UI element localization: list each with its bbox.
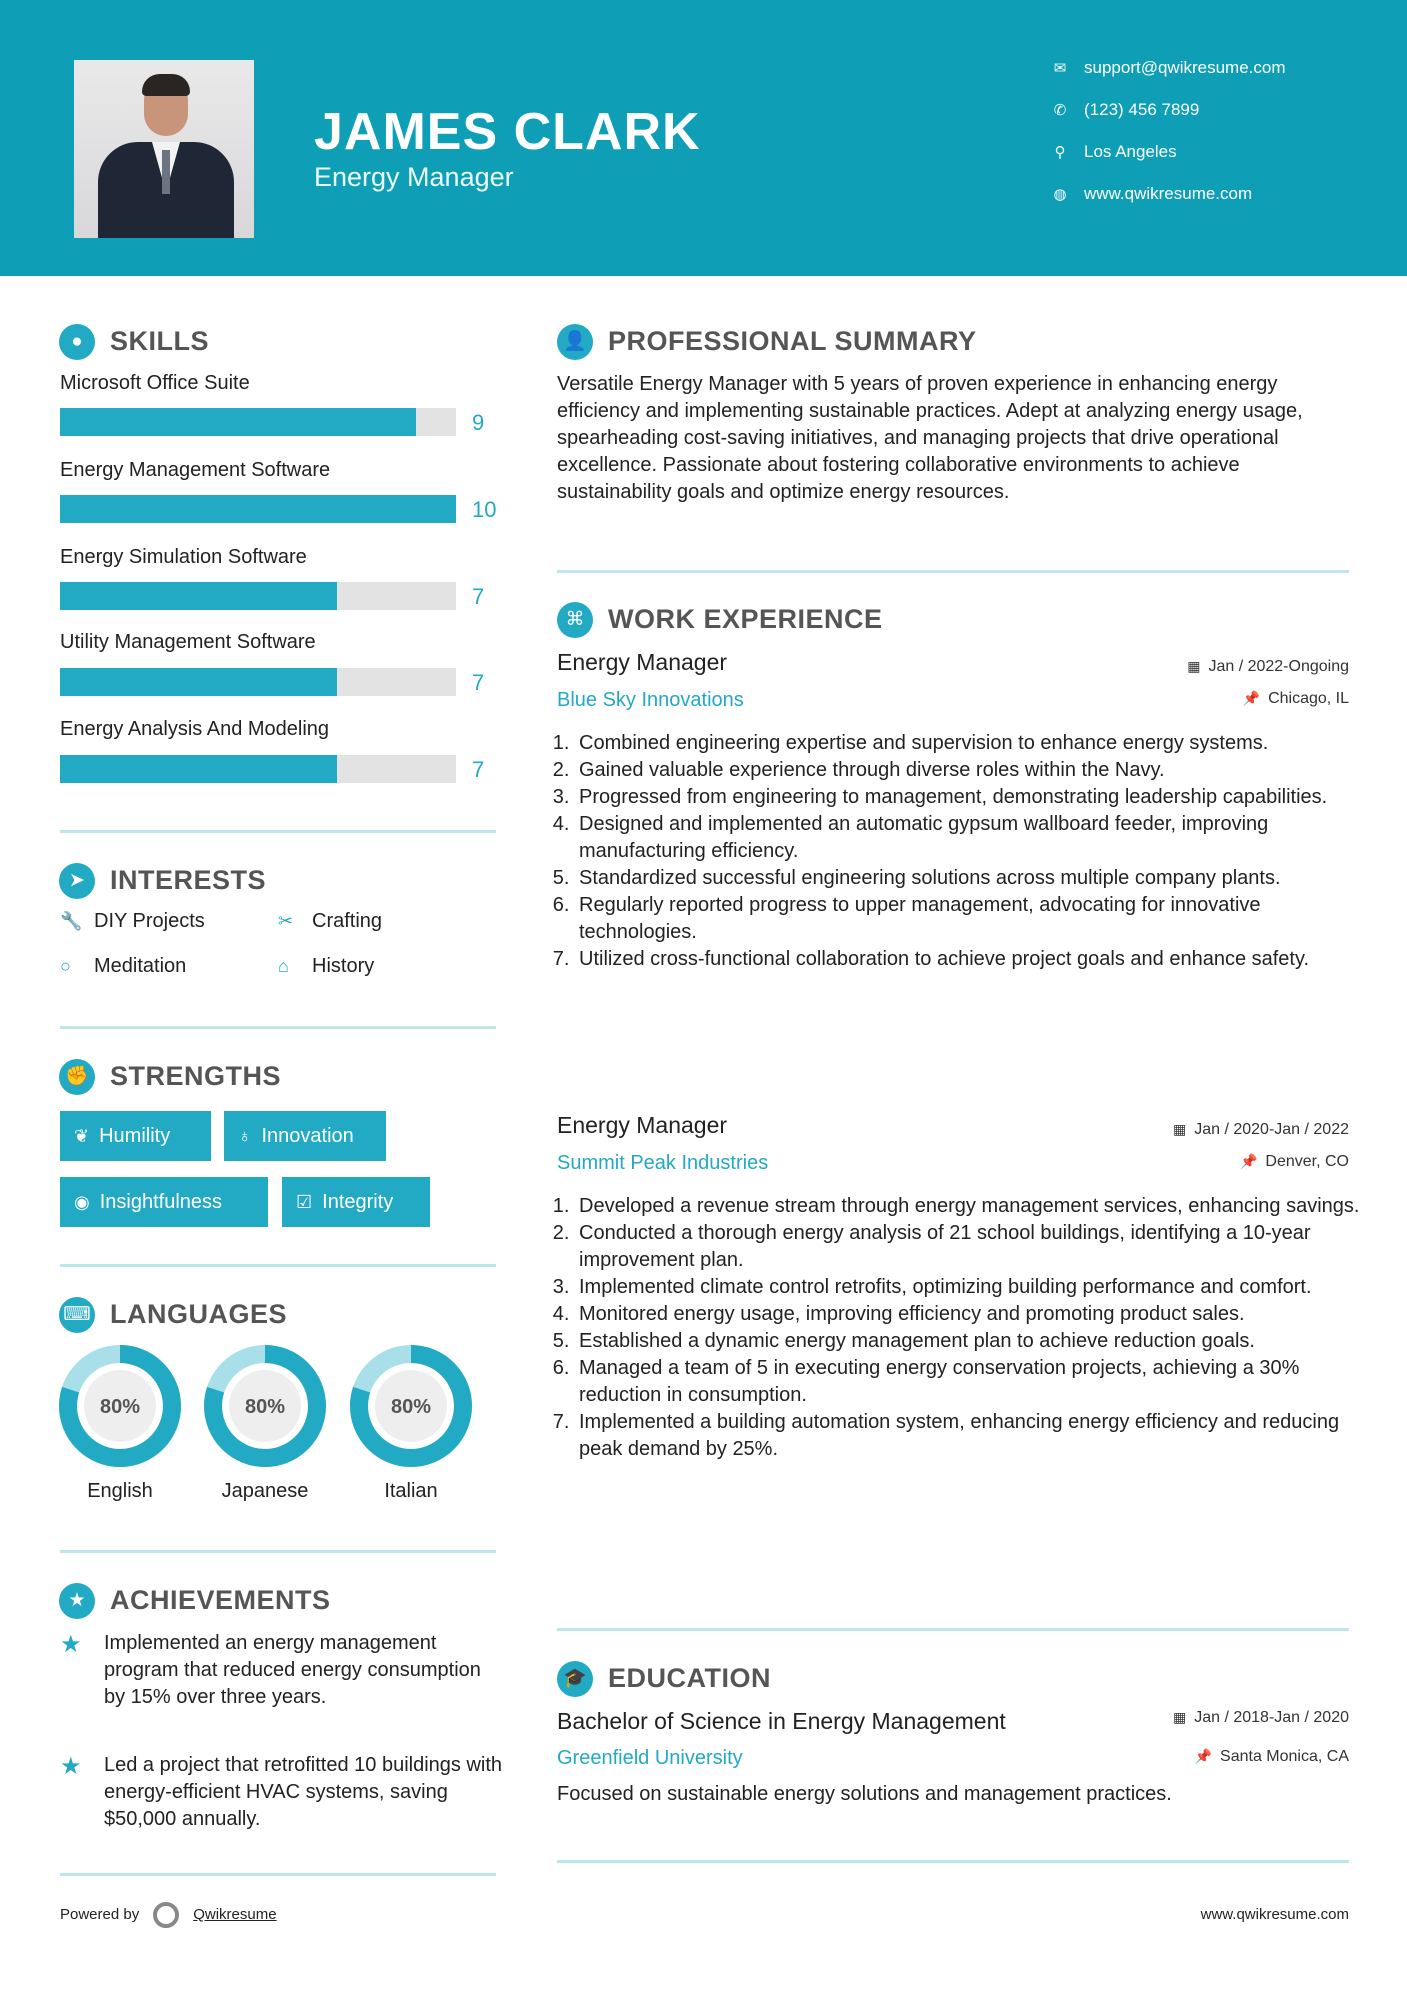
envelope-icon: ✉: [1053, 60, 1067, 77]
language-name: Japanese: [221, 1480, 309, 1502]
job-bullets: [557, 730, 1375, 973]
email-link[interactable]: support@qwikresume.com: [1084, 58, 1286, 77]
section-divider: [60, 1873, 496, 1876]
interest-item: [60, 910, 205, 933]
qwikresume-logo-icon: [153, 1902, 179, 1928]
star-badge-icon: ★: [59, 1583, 95, 1619]
section-divider: [557, 570, 1349, 573]
skill-bar: [60, 582, 456, 610]
interest-item: [278, 910, 382, 933]
list-item: 1. Combined engineering expertise and supervision to enhance energy systems.: [575, 730, 1375, 757]
graduate-icon: 🎓: [557, 1661, 593, 1697]
skills-title: SKILLS: [110, 326, 210, 356]
education-title: EDUCATION: [608, 1663, 771, 1693]
calendar-icon: ▦: [1172, 1121, 1187, 1137]
experience-title: WORK EXPERIENCE: [608, 604, 883, 634]
education-description: Focused on sustainable energy solutions and management practices.: [557, 1783, 1172, 1805]
skill-value: 7: [472, 670, 485, 695]
degree-title: Bachelor of Science in Energy Management: [557, 1708, 1006, 1734]
education-dates-text: Jan / 2018-Jan / 2020: [1194, 1709, 1349, 1726]
section-divider: [60, 1550, 496, 1553]
list-item: 6. Regularly reported progress to upper management, advocating for innovative technologies.: [575, 892, 1375, 946]
scissors-icon: ✂: [278, 911, 294, 931]
skill-label: Energy Management Software: [60, 459, 331, 481]
section-divider: [557, 1860, 1349, 1863]
job-location-text: Chicago, IL: [1268, 690, 1349, 707]
header-banner: [0, 0, 1407, 276]
education-location: [1195, 1748, 1349, 1766]
user-icon: 👤: [557, 324, 593, 360]
list-item: 4. Monitored energy usage, improving efficiency and promoting product sales.: [575, 1301, 1375, 1328]
section-divider: [557, 1628, 1349, 1631]
summary-text: Versatile Energy Manager with 5 years of proven experience in enhancing energy efficiency and implementing sustainable practices. Adept at analyzing energy usage, spearheading cost-saving initiatives, and managing projects that drive operational excellence. Passionate about fostering collaborative environments to achieve sustainability goals and optimize energy resources.: [557, 373, 1303, 503]
skill-label: Microsoft Office Suite: [60, 372, 250, 394]
pin-icon: 📌: [1194, 1748, 1213, 1764]
job-dates: [1187, 658, 1349, 676]
location-text: Los Angeles: [1084, 142, 1177, 161]
interests-title: INTERESTS: [110, 865, 267, 895]
strengths-title: STRENGTHS: [110, 1061, 282, 1091]
profile-photo: [74, 60, 254, 238]
job-dates-text: Jan / 2020-Jan / 2022: [1194, 1121, 1349, 1138]
interest-label: Crafting: [312, 910, 383, 932]
job-dates: [1173, 1121, 1349, 1139]
list-item: 2. Gained valuable experience through diverse roles within the Navy.: [575, 757, 1375, 784]
phone-icon: ✆: [1053, 102, 1067, 119]
contact-email[interactable]: [1050, 58, 1286, 78]
strength-label: Innovation: [261, 1125, 354, 1147]
languages-title: LANGUAGES: [110, 1299, 288, 1329]
skill-value: 7: [472, 757, 485, 782]
list-item: 3. Progressed from engineering to management, demonstrating leadership capabilities.: [575, 784, 1375, 811]
skill-bar: [60, 668, 456, 696]
achievements-title: ACHIEVEMENTS: [110, 1585, 331, 1615]
language-name: English: [87, 1480, 153, 1502]
list-item: 1. Developed a revenue stream through energy management services, enhancing savings.: [575, 1193, 1375, 1220]
language-name: Italian: [384, 1480, 438, 1502]
globe-icon: ◍: [1053, 186, 1067, 203]
list-item: 5. Established a dynamic energy management plan to achieve reduction goals.: [575, 1328, 1375, 1355]
list-item: 6. Managed a team of 5 in executing energy conservation projects, achieving a 30% reduction in consumption.: [575, 1355, 1375, 1409]
job-location: [1243, 690, 1349, 708]
paper-plane-icon: ➤: [59, 863, 95, 899]
language-percent: 80%: [244, 1396, 286, 1418]
checkbox-icon: ☑: [296, 1192, 313, 1212]
section-divider: [60, 1264, 496, 1267]
skill-bar-fill: [60, 582, 337, 610]
job-title: Energy Manager: [557, 649, 728, 675]
chair-icon: ⌘: [557, 602, 593, 638]
list-item: 7. Utilized cross-functional collaboration to achieve project goals and enhance safety.: [575, 946, 1375, 973]
fist-icon: ✊: [59, 1059, 95, 1095]
skill-value: 9: [472, 410, 485, 435]
job-location-text: Denver, CO: [1265, 1153, 1349, 1170]
education-dates: [1173, 1709, 1349, 1727]
wrench-icon: 🔧: [60, 911, 83, 931]
language-ring: [203, 1344, 327, 1468]
footer-powered-by: [60, 1902, 277, 1928]
eye-icon: ◉: [74, 1192, 90, 1212]
candidate-role: Energy Manager: [314, 162, 514, 192]
skill-label: Utility Management Software: [60, 631, 316, 653]
contact-location: [1050, 142, 1177, 162]
language-icon: ⌨: [59, 1297, 95, 1333]
list-item: 7. Implemented a building automation system, enhancing energy efficiency and reducing peak demand by 25%.: [575, 1409, 1375, 1463]
strength-tag: [224, 1111, 386, 1161]
skill-bar-fill: [60, 668, 337, 696]
job-title: Energy Manager: [557, 1112, 728, 1138]
lightbulb-icon: ♁: [238, 1126, 252, 1146]
achievement-item: Led a project that retrofitted 10 buildings with energy-efficient HVAC systems, saving $50,000 annually.: [104, 1754, 503, 1830]
strength-label: Humility: [99, 1125, 171, 1147]
language-ring: [349, 1344, 473, 1468]
skill-value: 7: [472, 584, 485, 609]
achievement-item: Implemented an energy management program that reduced energy consumption by 15% over three years.: [104, 1632, 481, 1708]
calendar-icon: ▦: [1187, 658, 1201, 674]
contact-website[interactable]: [1050, 184, 1252, 204]
brand-link[interactable]: Qwikresume: [193, 1905, 277, 1923]
skill-label: Energy Simulation Software: [60, 546, 307, 568]
language-percent: 80%: [390, 1396, 432, 1418]
section-divider: [60, 1026, 496, 1029]
skill-bar-fill: [60, 495, 456, 523]
phone-text: (123) 456 7899: [1084, 100, 1200, 119]
powered-by-text: Powered by: [60, 1905, 140, 1923]
interest-label: Meditation: [94, 955, 187, 977]
map-pin-icon: ⚲: [1054, 144, 1066, 161]
list-item: 2. Conducted a thorough energy analysis of 21 school buildings, identifying a 10-year improvement plan.: [575, 1220, 1375, 1274]
museum-icon: ⌂: [278, 956, 289, 976]
section-divider: [60, 830, 496, 833]
skill-bar-fill: [60, 755, 337, 783]
language-ring: [58, 1344, 182, 1468]
company-name: Blue Sky Innovations: [557, 689, 744, 711]
lightbulb-icon: ●: [59, 324, 95, 360]
footer-website[interactable]: www.qwikresume.com: [1200, 1906, 1349, 1923]
strength-label: Integrity: [322, 1191, 394, 1213]
interest-label: DIY Projects: [94, 910, 205, 932]
skill-bar-fill: [60, 408, 416, 436]
skill-value: 10: [472, 497, 497, 522]
list-item: 3. Implemented climate control retrofits, optimizing building performance and comfort.: [575, 1274, 1375, 1301]
contact-phone: [1050, 100, 1199, 120]
star-icon: ★: [60, 1631, 82, 1658]
skill-bar: [60, 495, 456, 523]
company-name: Summit Peak Industries: [557, 1152, 769, 1174]
job-bullets: [557, 1193, 1375, 1463]
leaf-icon: ❦: [74, 1126, 90, 1146]
school-name: Greenfield University: [557, 1747, 743, 1769]
job-dates-text: Jan / 2022-Ongoing: [1208, 658, 1349, 675]
list-item: 5. Standardized successful engineering solutions across multiple company plants.: [575, 865, 1375, 892]
calendar-icon: ▦: [1172, 1709, 1187, 1725]
education-location-text: Santa Monica, CA: [1220, 1748, 1349, 1765]
skill-label: Energy Analysis And Modeling: [60, 718, 330, 740]
candidate-name: JAMES CLARK: [314, 103, 701, 161]
strength-tag: [282, 1177, 430, 1227]
star-icon: ★: [60, 1753, 82, 1780]
skill-bar: [60, 408, 456, 436]
strength-tag: [60, 1111, 211, 1161]
circle-icon: ○: [60, 956, 71, 976]
skill-bar: [60, 755, 456, 783]
pin-icon: 📌: [1239, 1153, 1258, 1169]
pin-icon: 📌: [1242, 690, 1261, 706]
interest-item: [60, 955, 186, 978]
strength-tag: [60, 1177, 268, 1227]
job-location: [1240, 1153, 1349, 1171]
interest-item: [278, 955, 374, 978]
language-percent: 80%: [99, 1396, 141, 1418]
interest-label: History: [312, 955, 375, 977]
list-item: 4. Designed and implemented an automatic gypsum wallboard feeder, improving manufacturing efficiency.: [575, 811, 1375, 865]
website-link[interactable]: www.qwikresume.com: [1084, 184, 1253, 203]
summary-title: PROFESSIONAL SUMMARY: [608, 326, 977, 356]
strength-label: Insightfulness: [99, 1191, 223, 1213]
